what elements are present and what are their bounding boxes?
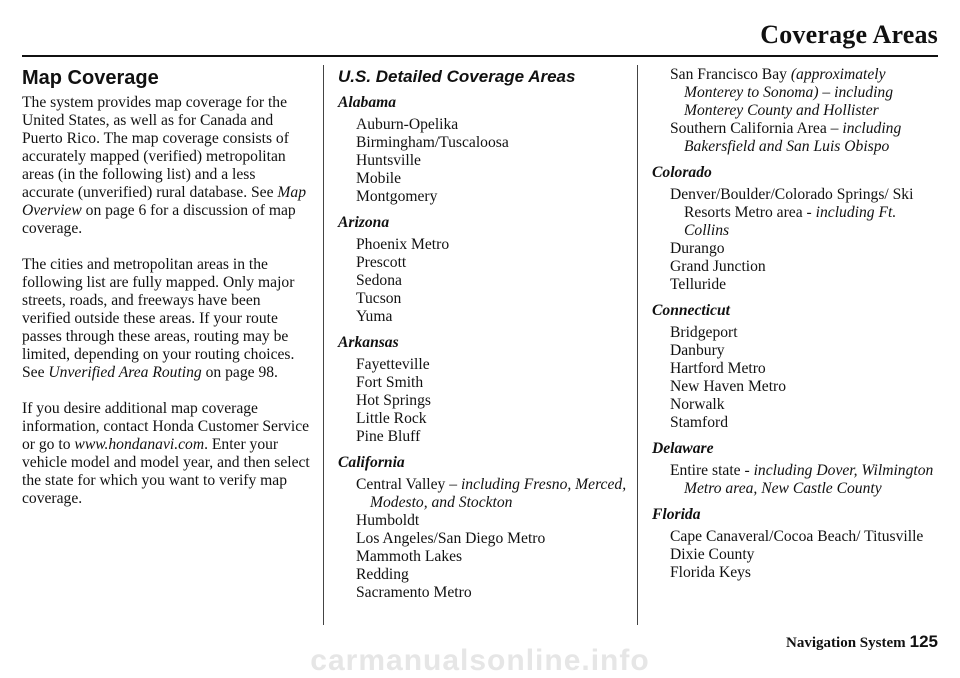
coverage-column-2 xyxy=(652,66,942,582)
state-florida: Florida xyxy=(652,506,701,523)
footer-label: Navigation System xyxy=(786,635,906,651)
state-california: California xyxy=(338,454,405,471)
state-arizona: Arizona xyxy=(338,214,390,231)
city-item: Danbury xyxy=(670,342,725,359)
city-item: Fayetteville xyxy=(356,356,430,373)
city-item: Telluride xyxy=(670,276,727,293)
city-item-central-valley xyxy=(338,476,628,512)
detailed-coverage-heading: U.S. Detailed Coverage Areas xyxy=(338,67,576,86)
sf-bay-label: San Francisco Bay xyxy=(670,66,787,83)
city-item: Birmingham/Tuscaloosa xyxy=(356,134,509,151)
city-item: New Haven Metro xyxy=(670,378,787,395)
entire-state-note: including Dover, Wilmington Metro area, New Castle County xyxy=(684,462,934,497)
city-item: Montgomery xyxy=(356,188,438,205)
state-colorado: Colorado xyxy=(652,164,712,181)
central-valley-label: Central Valley xyxy=(356,476,446,493)
city-item: Little Rock xyxy=(356,410,427,427)
central-valley-note: – including Fresno, Merced, Modesto, and Stockton xyxy=(370,476,627,511)
p2-text: The cities and metropolitan areas in the following list are fully mapped. Only major streets, roads, and freeways have been verified outside these areas. If your route passes through these areas, routing may be limited, depending on your routing choices. See xyxy=(22,256,295,381)
intro-paragraph-3 xyxy=(22,400,310,508)
city-item: Hot Springs xyxy=(356,392,431,409)
denver-note: including Ft. Collins xyxy=(684,204,897,239)
city-item: Redding xyxy=(356,566,409,583)
column-divider-1 xyxy=(323,65,324,625)
city-item: Sedona xyxy=(356,272,402,289)
p2-text-end: on page 98. xyxy=(201,364,278,381)
city-item: Sacramento Metro xyxy=(356,584,472,601)
header-rule xyxy=(22,55,938,57)
city-item: Durango xyxy=(670,240,725,257)
city-item: Norwalk xyxy=(670,396,725,413)
city-item: Prescott xyxy=(356,254,407,271)
state-delaware: Delaware xyxy=(652,440,714,457)
p3-text-end: . Enter your vehicle model and model year, and then select the state for which you want to verify map coverage. xyxy=(22,436,310,507)
city-item: Grand Junction xyxy=(670,258,766,275)
p3-text: If you desire additional map coverage information, contact Honda Customer Service or go to xyxy=(22,400,310,453)
intro-paragraph-2 xyxy=(22,256,310,382)
state-arkansas: Arkansas xyxy=(338,334,399,351)
city-item: Huntsville xyxy=(356,152,421,169)
city-item: Mammoth Lakes xyxy=(356,548,463,565)
p1-text: The system provides map coverage for the United States, as well as for Canada and Puerto Rico. The map coverage consists of accurately mapped (verified) metropolitan areas (in the following list) and a less accurate (unverified) rural database. See xyxy=(22,94,289,201)
watermark: carmanualsonline.info xyxy=(310,644,650,677)
city-item-socal xyxy=(652,120,942,156)
coverage-column-1 xyxy=(338,66,628,602)
socal-note: – including Bakersfield and San Luis Obispo xyxy=(684,120,902,155)
entire-state-label: Entire state - xyxy=(670,462,750,479)
map-coverage-heading: Map Coverage xyxy=(22,67,159,89)
column-divider-2 xyxy=(637,65,638,625)
city-item-entire-state xyxy=(652,462,942,498)
city-item: Dixie County xyxy=(670,546,755,563)
denver-label: Denver/Boulder/Colorado Springs/ Ski Resorts Metro area - xyxy=(670,186,914,221)
page-number: 125 xyxy=(909,632,938,651)
city-item: Auburn-Opelika xyxy=(356,116,459,133)
city-item: Pine Bluff xyxy=(356,428,421,445)
city-item: Yuma xyxy=(356,308,393,325)
intro-paragraph-1 xyxy=(22,94,310,238)
city-item: Florida Keys xyxy=(670,564,751,581)
city-item: Stamford xyxy=(670,414,729,431)
state-connecticut: Connecticut xyxy=(652,302,730,319)
city-item-cape-canaveral: Cape Canaveral/Cocoa Beach/ Titusville xyxy=(670,528,924,545)
city-item: Fort Smith xyxy=(356,374,424,391)
p1-text-end: on page 6 for a discussion of map coverage. xyxy=(22,202,296,237)
intro-column xyxy=(22,66,310,526)
city-item: Hartford Metro xyxy=(670,360,766,377)
city-item: Phoenix Metro xyxy=(356,236,450,253)
city-item-denver xyxy=(652,186,942,240)
city-item: Bridgeport xyxy=(670,324,738,341)
page-title: Coverage Areas xyxy=(760,20,938,49)
website-link: www.hondanavi.com xyxy=(74,436,205,453)
city-item: Mobile xyxy=(356,170,402,187)
sf-bay-note: (approximately Monterey to Sonoma) – including Monterey County and Hollister xyxy=(684,66,894,119)
city-item: Tucson xyxy=(356,290,402,307)
city-item: Humboldt xyxy=(356,512,420,529)
city-item: Los Angeles/San Diego Metro xyxy=(356,530,546,547)
map-overview-ref: Map Overview xyxy=(22,184,307,219)
socal-label: Southern California Area xyxy=(670,120,827,137)
state-alabama: Alabama xyxy=(338,94,397,111)
city-item-sf-bay xyxy=(652,66,942,120)
unverified-routing-ref: Unverified Area Routing xyxy=(48,364,202,381)
